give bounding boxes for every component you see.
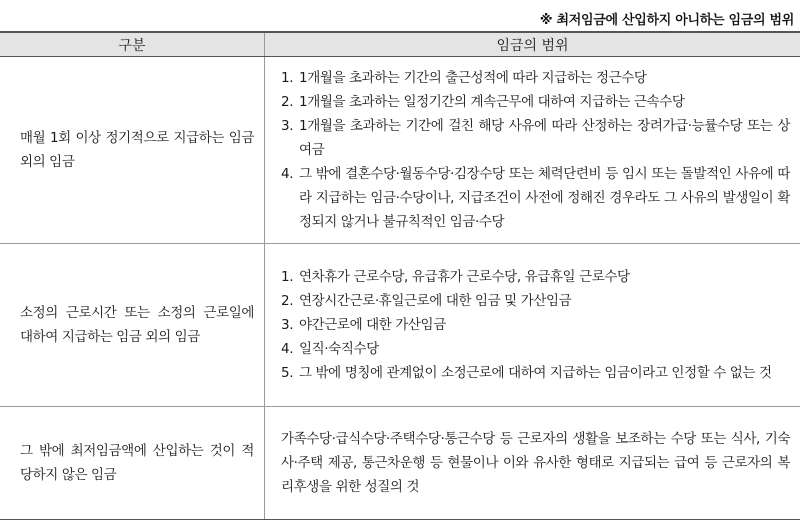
item-number: 5.	[281, 361, 299, 385]
item-number: 4.	[281, 337, 299, 361]
list-item	[281, 90, 790, 114]
list-item	[281, 361, 790, 385]
wage-range-table	[0, 31, 800, 520]
table-note: ※ 최저임금에 산입하지 아니하는 임금의 범위	[540, 9, 794, 28]
header-range: 임금의 범위	[265, 32, 800, 57]
row-category: 소정의 근로시간 또는 소정의 근로일에 대하여 지급하는 임금 외의 임금	[0, 244, 265, 407]
item-text: 그 밖에 명칭에 관계없이 소정근로에 대하여 지급하는 임금이라고 인정할 수 없는 것	[299, 361, 790, 385]
list-item	[281, 337, 790, 361]
item-number: 2.	[281, 90, 299, 114]
table-row	[0, 407, 800, 520]
item-text: 야간근로에 대한 가산임금	[299, 313, 790, 337]
item-text: 연장시간근로·휴일근로에 대한 임금 및 가산임금	[299, 289, 790, 313]
item-number: 4.	[281, 162, 299, 186]
table-header-row	[0, 32, 800, 57]
table-row	[0, 57, 800, 244]
header-category: 구분	[0, 32, 265, 57]
item-list	[281, 66, 790, 234]
row-category: 그 밖에 최저임금액에 산입하는 것이 적당하지 않은 임금	[0, 407, 265, 520]
row-description	[265, 57, 800, 244]
row-description	[265, 244, 800, 407]
item-number: 1.	[281, 265, 299, 289]
item-number: 3.	[281, 114, 299, 138]
item-list	[281, 265, 790, 385]
item-text: 연차휴가 근로수당, 유급휴가 근로수당, 유급휴일 근로수당	[299, 265, 790, 289]
list-item	[281, 313, 790, 337]
row-description: 가족수당·급식수당·주택수당·통근수당 등 근로자의 생활을 보조하는 수당 또는 식사, 기숙사·주택 제공, 통근차운행 등 현물이나 이와 유사한 형태로 지급되는 급여 등 근로자의 복리후생을 위한 성질의 것	[265, 407, 800, 520]
item-text: 일직·숙직수당	[299, 337, 790, 361]
item-text: 그 밖에 결혼수당·월동수당·김장수당 또는 체력단련비 등 임시 또는 돌발적인 사유에 따라 지급하는 임금·수당이나, 지급조건이 사전에 정해진 경우라도 그 사유의 발생일이 확정되지 않거나 불규칙적인 임금·수당	[299, 162, 790, 234]
list-item	[281, 289, 790, 313]
item-number: 2.	[281, 289, 299, 313]
list-item	[281, 114, 790, 162]
item-text: 1개월을 초과하는 기간의 출근성적에 따라 지급하는 정근수당	[299, 66, 790, 90]
list-item	[281, 265, 790, 289]
item-number: 3.	[281, 313, 299, 337]
row-category: 매월 1회 이상 정기적으로 지급하는 임금 외의 임금	[0, 57, 265, 244]
list-item	[281, 66, 790, 90]
item-text: 1개월을 초과하는 일정기간의 계속근무에 대하여 지급하는 근속수당	[299, 90, 790, 114]
list-item	[281, 162, 790, 234]
item-number: 1.	[281, 66, 299, 90]
item-text: 1개월을 초과하는 기간에 걸친 해당 사유에 따라 산정하는 장려가급·능률수당 또는 상여금	[299, 114, 790, 162]
table-row	[0, 244, 800, 407]
